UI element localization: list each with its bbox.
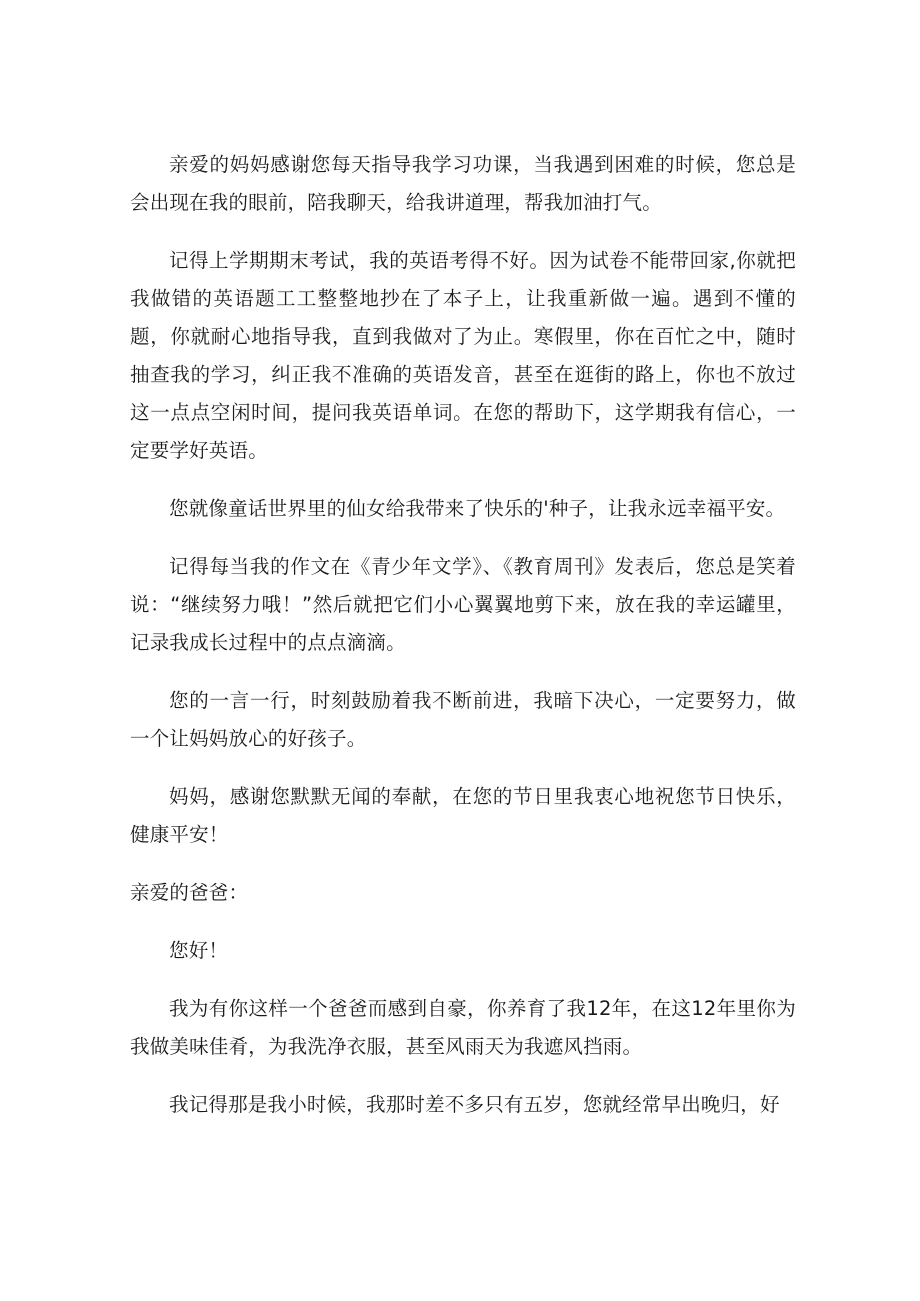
document-body	[130, 146, 796, 1124]
paragraph-mom-wishes: 妈妈，感谢您默默无闻的奉献，在您的节日里我衷心地祝您节日快乐，健康平安！	[130, 785, 796, 846]
paragraph-english-exam: 记得上学期期末考试，我的英语考得不好。因为试卷不能带回家,你就把我做错的英语题工工整整地抄在了本子上，让我重新做一遍。遇到不懂的题，你就耐心地指导我，直到我做对了为止。寒假里，你在百忙之中，随时抽查我的学习，纠正我不准确的英语发音，甚至在逛街的路上，你也不放过这一点点空闲时间，提问我英语单词。在您的帮助下，这学期我有信心，一定要学好英语。	[130, 249, 796, 462]
paragraph-essays: 记得每当我的作文在《青少年文学》、《教育周刊》发表后，您总是笑着说：“继续努力哦！”然后就把它们小心翼翼地剪下来，放在我的幸运罐里，记录我成长过程中的点点滴滴。	[130, 555, 796, 654]
paragraph-thanks-mom: 亲爱的妈妈感谢您每天指导我学习功课，当我遇到困难的时候，您总是会出现在我的眼前，陪我聊天，给我讲道理，帮我加油打气。	[130, 153, 796, 214]
paragraph-fairy: 您就像童话世界里的仙女给我带来了快乐的'种子，让我永远幸福平安。	[169, 497, 786, 520]
paragraph-childhood: 我记得那是我小时候，我那时差不多只有五岁，您就经常早出晚归，好	[169, 1093, 780, 1116]
paragraph-proud-dad: 我为有你这样一个爸爸而感到自豪，你养育了我12年，在这12年里你为我做美味佳肴，为我洗净衣服，甚至风雨天为我遮风挡雨。	[130, 997, 796, 1058]
paragraph-encouragement: 您的一言一行，时刻鼓励着我不断前进，我暗下决心，一定要努力，做一个让妈妈放心的好孩子。	[130, 689, 796, 750]
greeting-hello: 您好！	[169, 939, 229, 962]
salutation-dad: 亲爱的爸爸：	[130, 881, 249, 904]
